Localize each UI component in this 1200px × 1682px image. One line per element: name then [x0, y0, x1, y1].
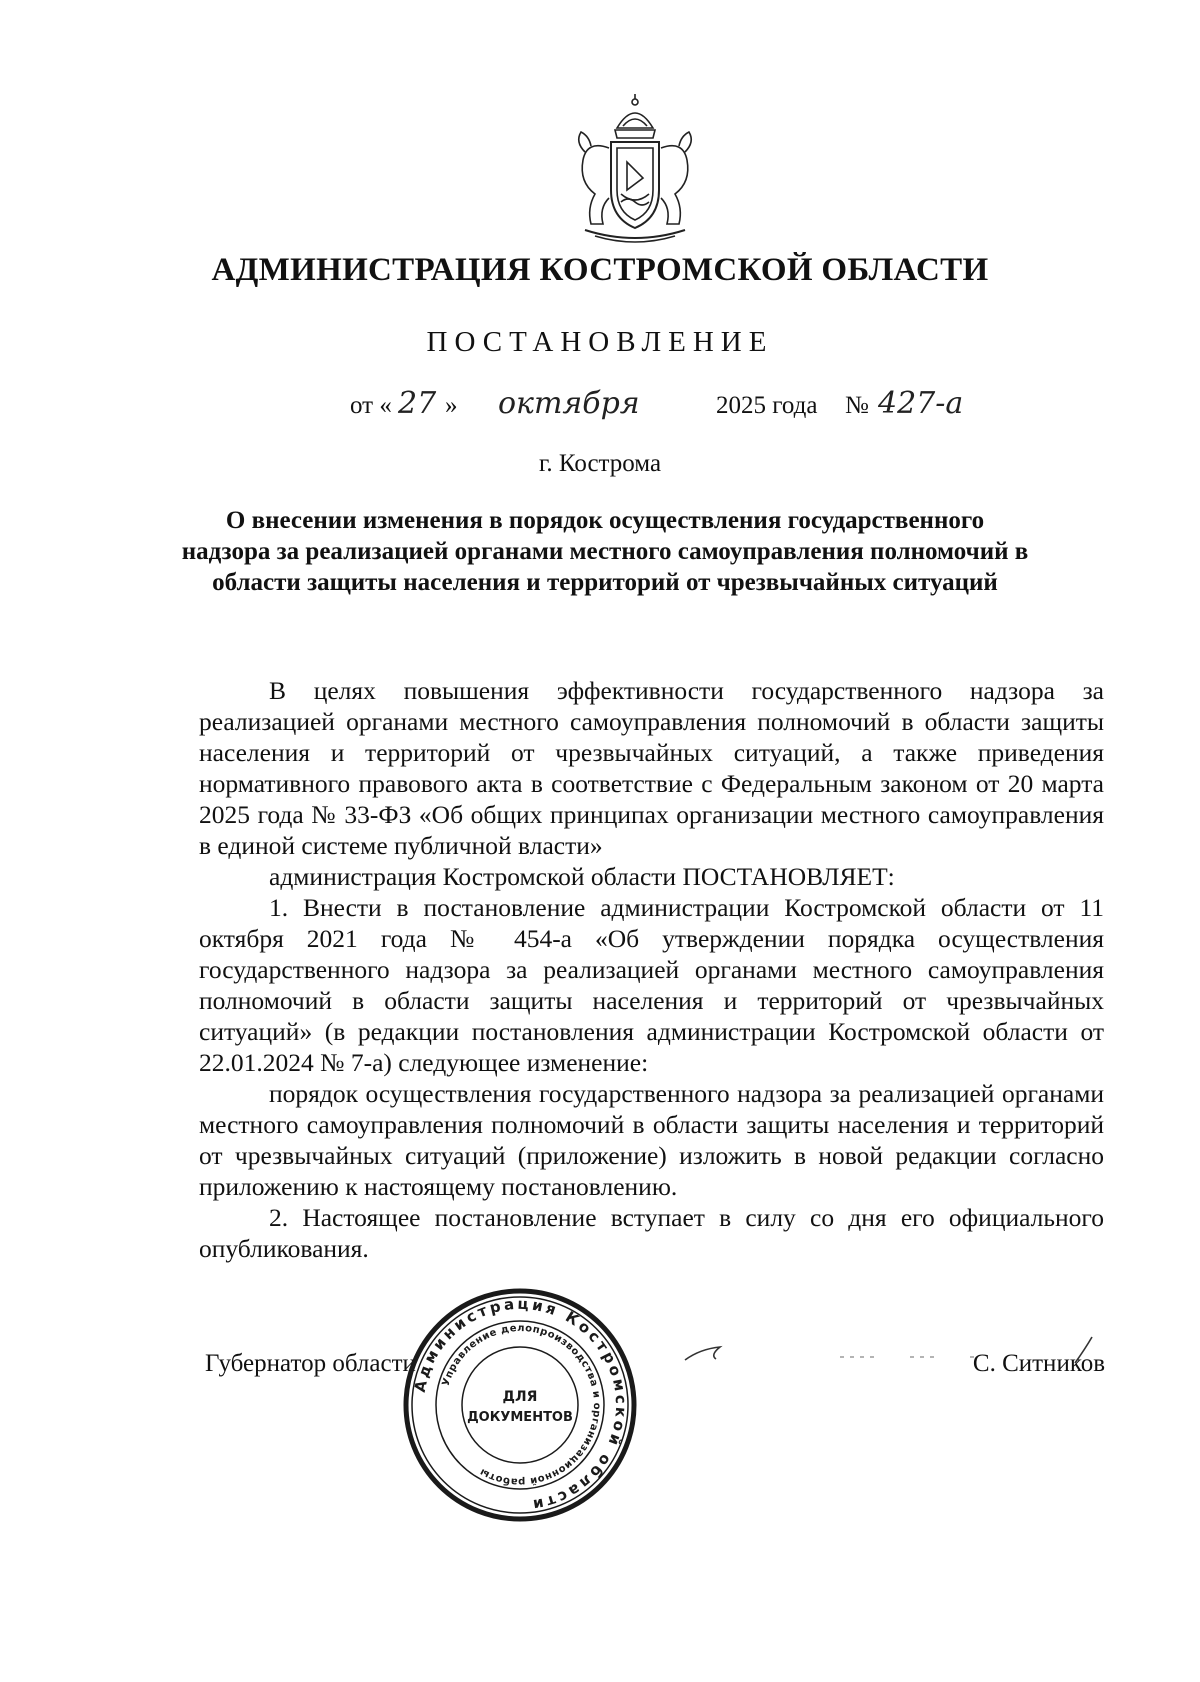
signatory-position: Губернатор области — [205, 1350, 416, 1377]
document-heading: О внесении изменения в порядок осуществления государственного надзора за реализацией органами местного самоуправления полномочий в области защиты населения и территорий от чрезвычайных ситуаций — [181, 507, 1029, 596]
paragraph: администрация Костромской области ПОСТАНОВЛЯЕТ: — [269, 862, 895, 891]
coat-of-arms-icon — [565, 90, 705, 250]
signatory-name: С. Ситников — [972, 1350, 1105, 1377]
handwritten-number: 427-а — [878, 386, 964, 421]
city: г. Кострома — [538, 450, 662, 477]
organization-title: АДМИНИСТРАЦИЯ КОСТРОМСКОЙ ОБЛАСТИ — [211, 252, 989, 288]
stamp-center-line2: ДОКУМЕНТОВ — [467, 1410, 573, 1425]
stamp-outer-text: Администрация Костромской области — [410, 1294, 631, 1515]
date-line — [350, 388, 1110, 428]
paragraph: порядок осуществления государственного надзора за реализацией органами местного самоуправления полномочий в области защиты населения и территорий от чрезвычайных ситуаций (приложение) изложить в новой редакции согласно приложению к настоящему постановлению. — [199, 1079, 1104, 1201]
stamp-inner-text: Управление делопроизводства и организационной работы — [440, 1322, 603, 1488]
number-sign: № — [845, 392, 869, 419]
paragraph: В целях повышения эффективности государственного надзора за реализацией органами местного самоуправления полномочий в области защиты населения и территорий от чрезвычайных ситуаций, а также приведения нормативного правового акта в соответствие с Федеральным законом от 20 марта 2025 года № 33-ФЗ «Об общих принципах организации местного самоуправления в единой системе публичной власти» — [199, 676, 1104, 860]
date-year: 2025 года — [716, 392, 818, 419]
paragraph: 2. Настоящее постановление вступает в силу со дня его официального опубликования. — [199, 1203, 1104, 1263]
signature-row — [205, 1350, 1105, 1390]
date-prefix: от « — [350, 392, 392, 419]
document-type: ПОСТАНОВЛЕНИЕ — [426, 326, 774, 358]
handwritten-month: октября — [498, 386, 640, 421]
round-stamp-icon — [400, 1285, 640, 1525]
handwritten-day: 27 — [398, 386, 437, 421]
paragraph: 1. Внести в постановление администрации Костромской области от 11 октября 2021 года № 454-а «Об утверждении порядка осуществления государственного надзора за реализацией органами местного самоуправления полномочий в области защиты населения и территорий от чрезвычайных ситуаций» (в редакции постановления администрации Костромской области от 22.01.2024 № 7-а) следующее изменение: — [199, 893, 1104, 1077]
stamp-center-line1: ДЛЯ — [502, 1389, 538, 1405]
date-day-close: » — [445, 392, 458, 419]
document-body — [199, 675, 1104, 1264]
